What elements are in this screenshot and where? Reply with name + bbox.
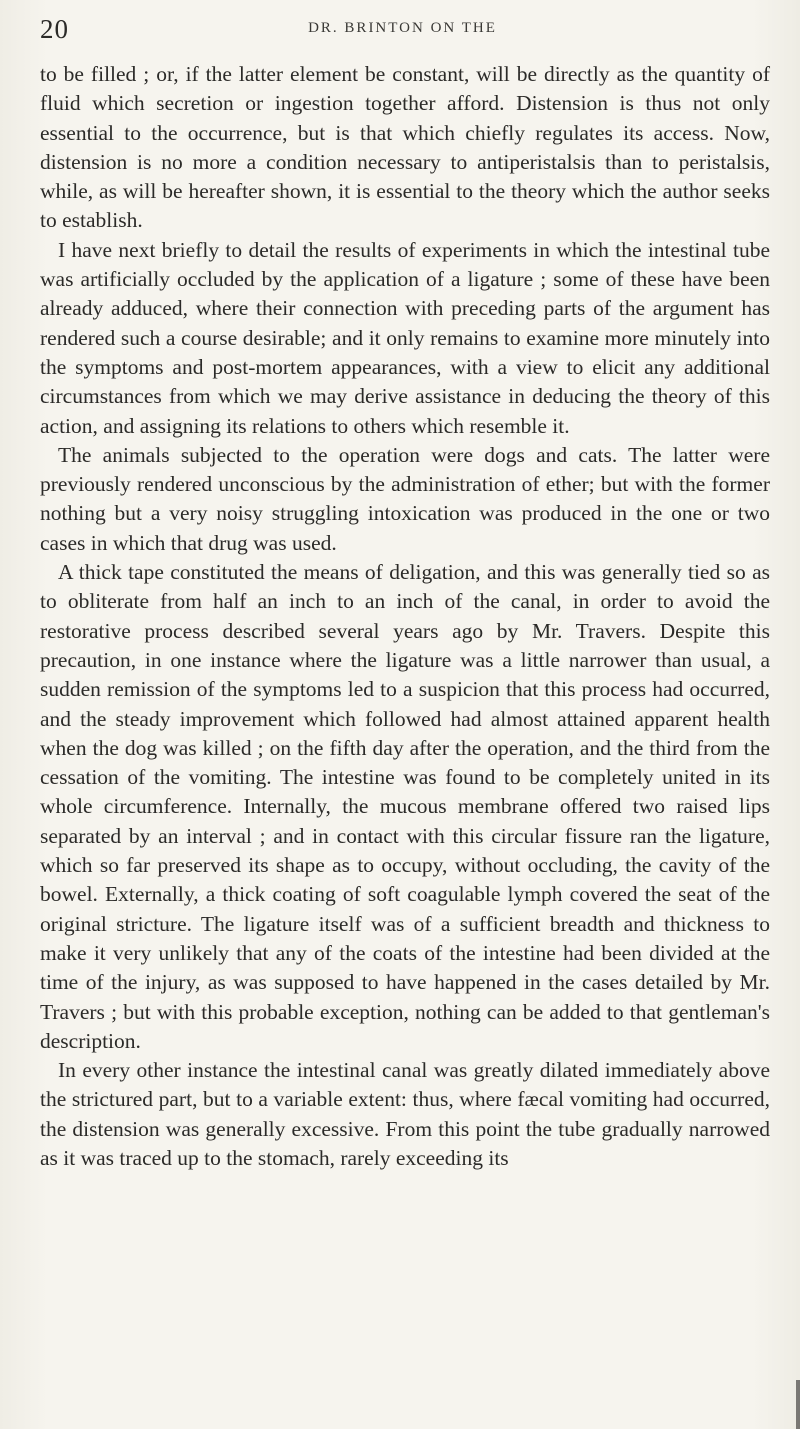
paragraph-dilation: In every other instance the intestinal canal was greatly dilated immediately above the strictured part, but to a variable extent: thus, where fæcal vomiting had occurred, the distension was generally excessive. From this point the tube gradually narrowed as it was traced up to the stomach, rarely exceeding its	[40, 1058, 770, 1170]
body-text	[40, 60, 770, 1173]
paragraph-continuation: to be filled ; or, if the latter element be constant, will be directly as the quantity of fluid which secretion or ingestion together afford. Distension is thus not only essential to the occurrence, but is that which chiefly regulates its access. Now, distension is no more a condition necessary to antiperistalsis than to peristalsis, while, as will be hereafter shown, it is essential to the theory which the author seeks to establish.	[40, 62, 770, 233]
running-title: DR. BRINTON ON THE	[308, 20, 497, 36]
paragraph-experiments: I have next briefly to detail the results of experiments in which the intestinal tube was artificially occluded by the application of a ligature ; some of these have been already adduced, where their connection with preceding parts of the argument has rendered such a course desirable; and it only remains to examine more minutely into the symptoms and post-mortem appearances, with a view to elicit any additional circumstances from which we may derive assistance in deducing the theory of this action, and assigning its relations to others which resemble it.	[40, 237, 770, 438]
paragraph-deligation: A thick tape constituted the means of deligation, and this was generally tied so as to obliterate from half an inch to an inch of the canal, in order to avoid the restorative process described several years ago by Mr. Travers. Despite this precaution, in one instance where the ligature was a little narrower than usual, a sudden remission of the symptoms led to a suspicion that this process had occurred, and the steady improvement which followed had almost attained apparent health when the dog was killed ; on the fifth day after the operation, and the third from the cessation of the vomiting. The intestine was found to be completely united in its whole circumference. Internally, the mucous membrane offered two raised lips separated by an interval ; and in contact with this circular fissure ran the ligature, which so far preserved its shape as to occupy, without occluding, the cavity of the bowel. Externally, a thick coating of soft coagulable lymph covered the seat of the original stricture. The ligature itself was of a sufficient breadth and thickness to make it very unlikely that any of the coats of the intestine had been divided at the time of the injury, as was supposed to have happened in the cases detailed by Mr. Travers ; but with this probable exception, nothing can be added to that gentleman's description.	[40, 560, 770, 1053]
page-edge-shadow	[796, 1380, 800, 1429]
page-number: 20	[40, 14, 69, 44]
running-head	[40, 14, 765, 44]
paragraph-animals: The animals subjected to the operation were dogs and cats. The latter were previously rendered unconscious by the administration of ether; but with the former nothing but a very noisy struggling intoxication was produced in the one or two cases in which that drug was used.	[40, 442, 770, 555]
